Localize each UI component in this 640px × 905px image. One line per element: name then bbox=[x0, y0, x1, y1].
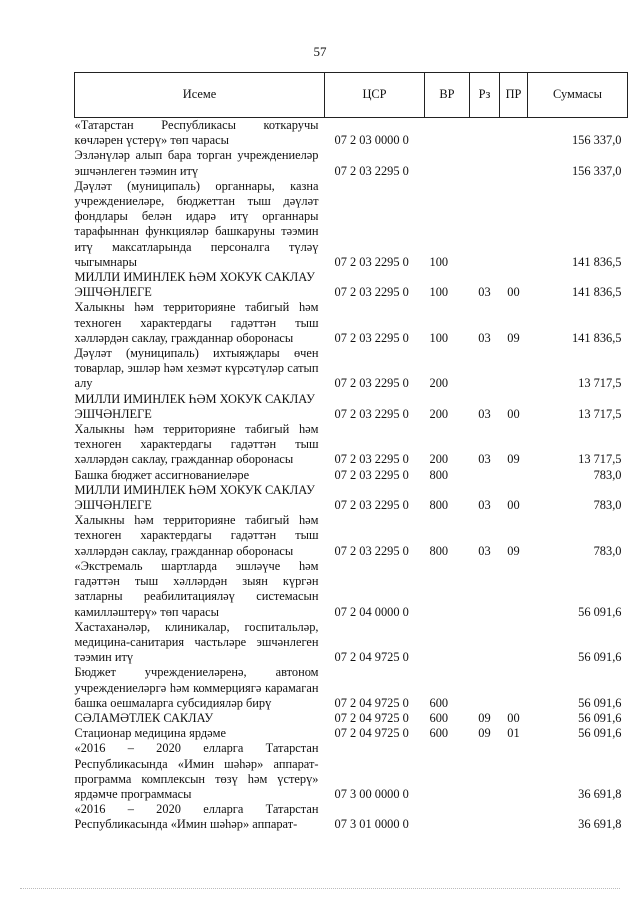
row-vr: 600 bbox=[429, 695, 449, 710]
row-sum: 783,0 bbox=[593, 467, 622, 482]
table-row bbox=[75, 392, 628, 422]
header-pr: ПР bbox=[500, 73, 528, 118]
row-name: Дәүләт (муниципаль) органнары, казна учреждениеләре, бюджеттан тыш дәүләт фондлары белән идарә итү органнары тарафыннан функцияләр башкаруны тәэмин итү максатларында персоналга түләү чыгымнары bbox=[74, 178, 319, 269]
row-name: МИЛЛИ ИМИНЛЕК ҺӘМ ХОКУК САКЛАУ ЭШЧӘНЛЕГЕ bbox=[74, 391, 315, 421]
row-pr bbox=[500, 118, 528, 149]
row-sum: 56 091,6 bbox=[578, 710, 622, 725]
row-sum: 156 337,0 bbox=[571, 163, 622, 178]
row-vr: 800 bbox=[429, 467, 449, 482]
row-sum: 56 091,6 bbox=[578, 650, 622, 665]
row-vr: 200 bbox=[429, 406, 449, 421]
row-rz: 09 bbox=[478, 726, 491, 741]
row-rz bbox=[470, 346, 500, 392]
row-csr: 07 2 03 2295 0 bbox=[334, 254, 409, 269]
row-rz bbox=[470, 665, 500, 711]
row-rz: 03 bbox=[478, 285, 491, 300]
row-csr: 07 2 03 2295 0 bbox=[334, 543, 409, 558]
row-vr: 100 bbox=[429, 285, 449, 300]
row-sum: 36 691,8 bbox=[578, 786, 622, 801]
table-row bbox=[75, 726, 628, 741]
row-csr: 07 2 04 0000 0 bbox=[334, 604, 409, 619]
row-csr: 07 2 04 9725 0 bbox=[334, 650, 409, 665]
row-name: «2016 – 2020 елларга Татарстан Республикасында «Имин шәһәр» аппарат-программа комплексын төзү һәм үстерү» ярдәмче программасы bbox=[74, 741, 319, 801]
table-row bbox=[75, 802, 628, 832]
row-name: Бюджет учреждениеләренә, автоном учреждениеләргә һәм коммерциягә карамаган башка оешмаларга субсидияләр бирү bbox=[74, 665, 319, 710]
budget-table bbox=[74, 72, 628, 833]
row-pr bbox=[500, 148, 528, 178]
row-csr: 07 2 04 9725 0 bbox=[334, 695, 409, 710]
row-sum: 36 691,8 bbox=[578, 817, 622, 832]
row-rz bbox=[470, 468, 500, 483]
page-number: 57 bbox=[313, 44, 327, 59]
row-pr: 00 bbox=[507, 498, 520, 513]
row-sum: 141 836,5 bbox=[571, 330, 622, 345]
row-rz: 03 bbox=[478, 543, 491, 558]
row-pr: 09 bbox=[507, 543, 520, 558]
row-sum: 156 337,0 bbox=[571, 133, 622, 148]
row-csr: 07 2 03 2295 0 bbox=[334, 330, 409, 345]
row-pr: 01 bbox=[507, 726, 520, 741]
row-pr: 00 bbox=[507, 406, 520, 421]
header-csr: ЦСР bbox=[325, 73, 425, 118]
row-csr: 07 2 03 2295 0 bbox=[334, 467, 409, 482]
table-row bbox=[75, 741, 628, 802]
table-row bbox=[75, 620, 628, 666]
row-name: СӘЛАМӘТЛЕК САКЛАУ bbox=[74, 710, 214, 725]
row-pr bbox=[500, 468, 528, 483]
row-sum: 783,0 bbox=[593, 543, 622, 558]
table-row bbox=[75, 468, 628, 483]
row-csr: 07 2 03 2295 0 bbox=[334, 406, 409, 421]
row-rz: 03 bbox=[478, 452, 491, 467]
row-pr bbox=[500, 179, 528, 270]
row-sum: 13 717,5 bbox=[578, 406, 622, 421]
row-name: Башка бюджет ассигнованиеләре bbox=[74, 467, 250, 482]
row-pr bbox=[500, 559, 528, 620]
row-name: «Экстремаль шартларда эшләүче һәм гадәттән тыш хәлләрдән зыян күргән затларны реабилитацияләү системасын камилләштерү» төп чарасы bbox=[74, 558, 319, 619]
header-rz: Рз bbox=[470, 73, 500, 118]
row-name: «Татарстан Республикасы коткаручы көчләрен үстерү» төп чарасы bbox=[74, 118, 319, 148]
row-rz bbox=[470, 118, 500, 149]
row-pr: 09 bbox=[507, 452, 520, 467]
row-csr: 07 2 03 2295 0 bbox=[334, 163, 409, 178]
row-name: Халыкны һәм территорияне табигый һәм техноген характердагы гадәттән тыш хәлләрдән саклау, гражданнар оборонасы bbox=[74, 300, 319, 345]
row-csr: 07 2 03 2295 0 bbox=[334, 376, 409, 391]
row-rz bbox=[470, 802, 500, 832]
row-sum: 141 836,5 bbox=[571, 285, 622, 300]
table-row bbox=[75, 711, 628, 726]
row-csr: 07 2 03 2295 0 bbox=[334, 452, 409, 467]
table-row bbox=[75, 665, 628, 711]
row-csr: 07 3 00 0000 0 bbox=[334, 786, 409, 801]
row-csr: 07 2 04 9725 0 bbox=[334, 726, 409, 741]
row-name: МИЛЛИ ИМИНЛЕК ҺӘМ ХОКУК САКЛАУ ЭШЧӘНЛЕГЕ bbox=[74, 270, 315, 300]
row-sum: 56 091,6 bbox=[578, 726, 622, 741]
header-name: Исеме bbox=[75, 73, 325, 118]
table-row bbox=[75, 118, 628, 149]
header-sum: Суммасы bbox=[528, 73, 628, 118]
row-sum: 13 717,5 bbox=[578, 376, 622, 391]
row-name: Дәүләт (муниципаль) ихтыяҗлары өчен товарлар, эшләр һәм хезмәт күрсәтүләр сатып алу bbox=[74, 346, 319, 391]
row-name: МИЛЛИ ИМИНЛЕК ҺӘМ ХОКУК САКЛАУ ЭШЧӘНЛЕГЕ bbox=[74, 482, 315, 513]
row-pr: 00 bbox=[507, 710, 520, 725]
row-vr bbox=[425, 620, 470, 666]
row-name: Стационар медицина ярдәме bbox=[74, 726, 227, 741]
row-pr bbox=[500, 620, 528, 666]
row-rz: 03 bbox=[478, 498, 491, 513]
table-row bbox=[75, 179, 628, 270]
row-rz bbox=[470, 148, 500, 178]
table-row bbox=[75, 148, 628, 178]
table-row bbox=[75, 559, 628, 620]
row-vr: 100 bbox=[429, 330, 449, 345]
row-rz bbox=[470, 179, 500, 270]
row-vr: 100 bbox=[429, 254, 449, 269]
row-name: «2016 – 2020 елларга Татарстан Республикасында «Имин шәһәр» аппарат- bbox=[74, 802, 319, 832]
row-rz: 03 bbox=[478, 330, 491, 345]
row-rz: 03 bbox=[478, 406, 491, 421]
row-vr bbox=[425, 802, 470, 832]
row-name: Хастаханәләр, клиникалар, госпитальләр, медицина-санитария частьләре эшчәнлеген тәэмин итү bbox=[74, 619, 319, 665]
row-vr bbox=[425, 118, 470, 149]
row-pr bbox=[500, 346, 528, 392]
row-rz bbox=[470, 620, 500, 666]
table-header-row bbox=[75, 73, 628, 118]
row-sum: 56 091,6 bbox=[578, 604, 622, 619]
row-csr: 07 3 01 0000 0 bbox=[334, 817, 409, 832]
row-vr: 200 bbox=[429, 452, 449, 467]
row-vr: 800 bbox=[429, 498, 449, 513]
row-pr: 00 bbox=[507, 285, 520, 300]
row-pr bbox=[500, 802, 528, 832]
table-row bbox=[75, 300, 628, 346]
row-sum: 141 836,5 bbox=[571, 254, 622, 269]
row-rz: 09 bbox=[478, 710, 491, 725]
row-rz bbox=[470, 741, 500, 802]
row-name: Халыкны һәм территорияне табигый һәм техноген характердагы гадәттән тыш хәлләрдән саклау, гражданнар оборонасы bbox=[74, 422, 319, 467]
table-row bbox=[75, 422, 628, 468]
row-vr: 800 bbox=[429, 543, 449, 558]
row-csr: 07 2 03 2295 0 bbox=[334, 498, 409, 513]
header-vr: ВР bbox=[425, 73, 470, 118]
row-name: Халыкны һәм территорияне табигый һәм техноген характердагы гадәттән тыш хәлләрдән саклау, гражданнар оборонасы bbox=[74, 513, 319, 558]
row-vr: 600 bbox=[429, 726, 449, 741]
row-pr bbox=[500, 741, 528, 802]
row-vr bbox=[425, 148, 470, 178]
footer-divider bbox=[20, 888, 620, 889]
row-vr bbox=[425, 741, 470, 802]
row-name: Эзләнүләр алып бара торган учреждениеләр эшчәнлеген тәэмин итү bbox=[74, 148, 319, 178]
table-row bbox=[75, 270, 628, 300]
row-pr: 09 bbox=[507, 330, 520, 345]
table-row bbox=[75, 483, 628, 513]
table-row bbox=[75, 346, 628, 392]
row-vr bbox=[425, 559, 470, 620]
row-sum: 56 091,6 bbox=[578, 695, 622, 710]
row-sum: 783,0 bbox=[593, 498, 622, 513]
row-sum: 13 717,5 bbox=[578, 452, 622, 467]
row-rz bbox=[470, 559, 500, 620]
row-csr: 07 2 03 2295 0 bbox=[334, 285, 409, 300]
row-vr: 600 bbox=[429, 710, 449, 725]
row-vr: 200 bbox=[429, 376, 449, 391]
row-pr bbox=[500, 665, 528, 711]
row-csr: 07 2 04 9725 0 bbox=[334, 710, 409, 725]
table-row bbox=[75, 513, 628, 559]
row-csr: 07 2 03 0000 0 bbox=[334, 133, 409, 148]
